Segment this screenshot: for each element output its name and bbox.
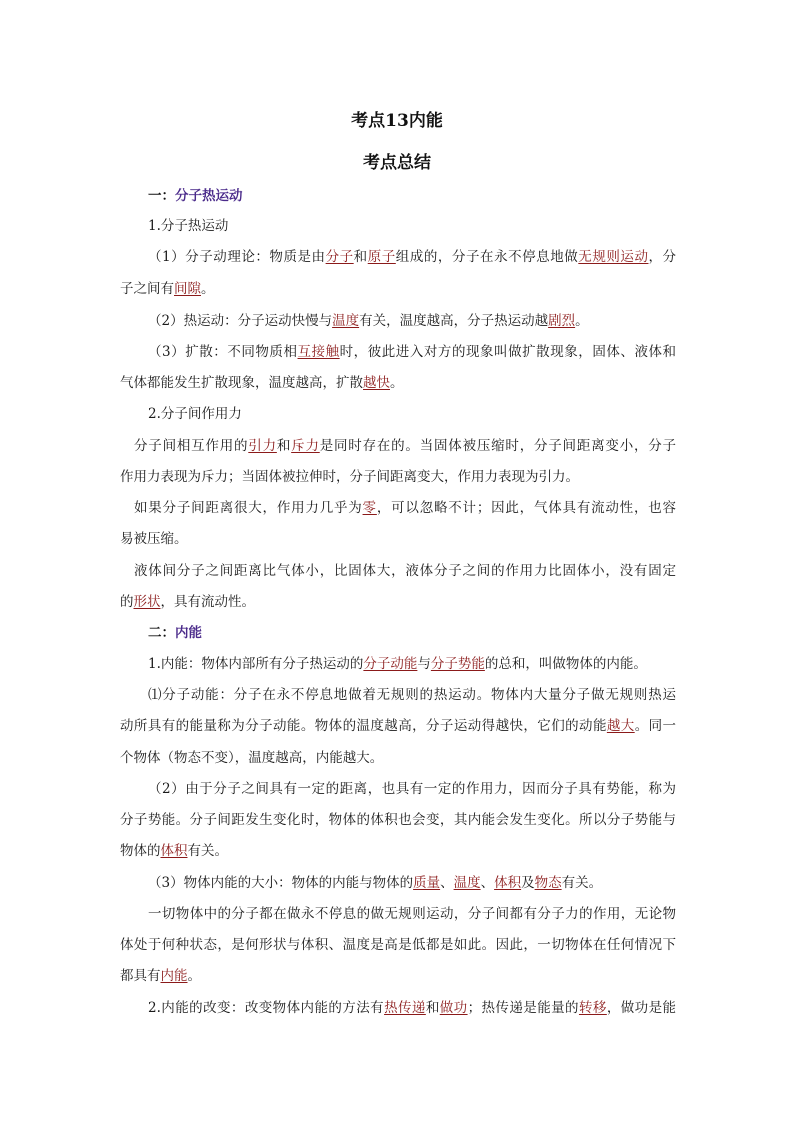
- section-title: 内能: [175, 625, 202, 641]
- answer-blank: 内能: [160, 968, 188, 984]
- paragraph-line: 动所具有的能量称为分子动能。物体的温度越高，分子运动得越快，它们的动能越大。同一: [120, 718, 677, 734]
- answer-blank: 热传递: [384, 1000, 426, 1016]
- paragraph-line: 物体的体积有关。: [120, 843, 228, 859]
- answer-blank: 物态: [534, 875, 562, 891]
- paragraph-line: 液体间分子之间距离比气体小，比固体大，液体分子之间的作用力比固体小，没有固定: [134, 563, 676, 579]
- paragraph-line: （2）热运动：分子运动快慢与温度有关，温度越高，分子热运动越剧烈。: [148, 313, 589, 329]
- answer-blank: 温度: [332, 313, 360, 329]
- paragraph-line: 一切物体中的分子都在做永不停息的做无规则运动，分子间都有分子力的作用，无论物: [148, 906, 676, 922]
- answer-blank: 互接触: [297, 344, 340, 360]
- doc-title: 考点13内能: [351, 111, 443, 131]
- paragraph-line: （1）分子动理论：物质是由分子和原子组成的，分子在永不停息地做无规则运动，分: [148, 249, 677, 265]
- paragraph-line: 体处于何种状态，是何形状与体积、温度是高是低都是如此。因此，一切物体在任何情况下: [120, 937, 676, 953]
- answer-blank: 分子: [325, 249, 354, 265]
- paragraph-line: 2.内能的改变：改变物体内能的方法有热传递和做功；热传递是能量的转移，做功是能: [148, 1000, 676, 1016]
- section-heading-2: [148, 623, 202, 643]
- subheading-1-2: 2.分子间作用力: [148, 406, 242, 422]
- paragraph-line: 易被压缩。: [120, 531, 188, 547]
- paragraph-line: 的形状，具有流动性。: [120, 594, 255, 610]
- answer-blank: 无规则运动: [578, 249, 649, 265]
- answer-blank: 剧烈: [548, 313, 576, 329]
- paragraph-line: （2）由于分子之间具有一定的距离，也具有一定的作用力，因而分子具有势能，称为: [148, 781, 676, 797]
- answer-blank: 斥力: [291, 438, 320, 454]
- doc-subtitle: 考点总结: [363, 153, 431, 173]
- answer-blank: 质量: [413, 875, 441, 891]
- answer-blank: 转移: [578, 1000, 607, 1016]
- answer-blank: 越快: [363, 375, 390, 391]
- paragraph-line: 分子势能。分子间距发生变化时，物体的体积也会变，其内能会发生变化。所以分子势能与: [120, 812, 676, 828]
- section-title: 分子热运动: [175, 188, 243, 204]
- section-number: 二：: [148, 625, 175, 641]
- answer-blank: 体积: [160, 843, 188, 859]
- paragraph-line: 分子间相互作用的引力和斥力是同时存在的。当固体被压缩时，分子间距离变小，分子: [134, 438, 677, 454]
- paragraph-line: 个物体（物态不变），温度越高，内能越大。: [120, 750, 384, 766]
- paragraph-line: 子之间有间隙。: [120, 281, 215, 297]
- answer-blank: 温度: [453, 875, 481, 891]
- answer-blank: 做功: [439, 1000, 468, 1016]
- paragraph-line: 都具有内能。: [120, 968, 201, 984]
- subheading-1-1: 1.分子热运动: [148, 218, 229, 234]
- answer-blank: 引力: [248, 438, 277, 454]
- answer-blank: 分子动能: [363, 656, 418, 672]
- paragraph-line: 作用力表现为斥力；当固体被拉伸时，分子间距离变大，作用力表现为引力。: [120, 469, 579, 485]
- answer-blank: 形状: [133, 594, 161, 610]
- answer-blank: 分子势能: [430, 656, 485, 672]
- paragraph-line: 1.内能：物体内部所有分子热运动的分子动能与分子势能的总和，叫做物体的内能。: [148, 656, 647, 672]
- answer-blank: 体积: [494, 875, 522, 891]
- answer-blank: 间隙: [174, 281, 201, 297]
- paragraph-line: 如果分子间距离很大，作用力几乎为零，可以忽略不计；因此，气体具有流动性，也容: [134, 500, 677, 516]
- paragraph-line: （3）扩散：不同物质相互接触时，彼此进入对方的现象叫做扩散现象，固体、液体和: [148, 344, 677, 360]
- section-heading-1: [148, 186, 243, 206]
- section-number: 一：: [148, 188, 175, 204]
- answer-blank: 原子: [367, 249, 396, 265]
- answer-blank: 零: [362, 500, 377, 516]
- paragraph-line: （3）物体内能的大小：物体的内能与物体的质量、温度、体积及物态有关。: [148, 875, 603, 891]
- paragraph-line: 气体都能发生扩散现象，温度越高，扩散越快。: [120, 375, 404, 391]
- paragraph-line: ⑴分子动能：分子在永不停息地做着无规则的热运动。物体内大量分子做无规则热运: [148, 687, 676, 703]
- answer-blank: 越大: [606, 718, 635, 734]
